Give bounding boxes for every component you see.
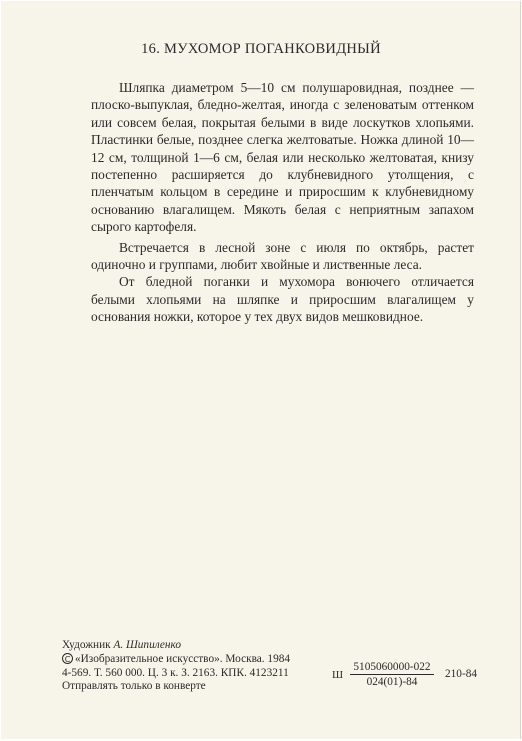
artist-line — [62, 639, 502, 653]
code-fraction — [350, 661, 434, 688]
code-denominator: 024(01)-84 — [366, 676, 418, 688]
imprint-footer — [62, 639, 502, 694]
artist-label: Художник — [62, 639, 111, 651]
code-numerator: 5105060000-022 — [350, 661, 434, 675]
publisher-text: «Изобразительное искусство». Москва. 1984 — [75, 652, 291, 665]
code-letter: Ш — [332, 669, 344, 681]
habitat-paragraph: Встречается в лесной зоне с июля по октябрь, растет одиночно и группами, любит хвойные и лиственные леса. — [91, 239, 474, 273]
artist-name: А. Шипиленко — [113, 639, 182, 651]
distinction-paragraph: От бледной поганки и мухомора вонючего отличается белыми хлопьями на шляпке и приросшим влагалищем у основания ножки, которое у тех двух видов мешковидное. — [91, 274, 474, 325]
publisher-line — [62, 653, 502, 667]
description-paragraph: Шляпка диаметром 5—10 см полушаровидная, позднее — плоско-выпуклая, бледно-желтая, иногда с зеленоватым оттенком или совсем белая, покрытая белыми в виде лоскутков хлопьями. Пластинки белые, позднее слегка желтоватые. Ножка длиной 10—12 см, толщиной 1—6 см, белая или несколько желтоватая, книзу постепенно расширяется до клубневидного утолщения, с пленчатым кольцом в середине и приросшим к клубневидному основанию влагалищем. Мякоть белая с неприятным запахом сырого картофеля. — [91, 80, 474, 235]
copyright-icon: C — [62, 653, 73, 664]
postcard-back — [1, 1, 521, 739]
code-suffix: 210-84 — [445, 668, 478, 680]
card-title: 16. МУХОМОР ПОГАНКОВИДНЫЙ — [141, 41, 381, 57]
mailing-note: Отправлять только в конверте — [62, 680, 206, 693]
print-info-line: 4-569. Т. 560 000. Ц. 3 к. З. 2163. КПК. 4123211 — [62, 666, 289, 679]
description-text — [91, 79, 474, 326]
